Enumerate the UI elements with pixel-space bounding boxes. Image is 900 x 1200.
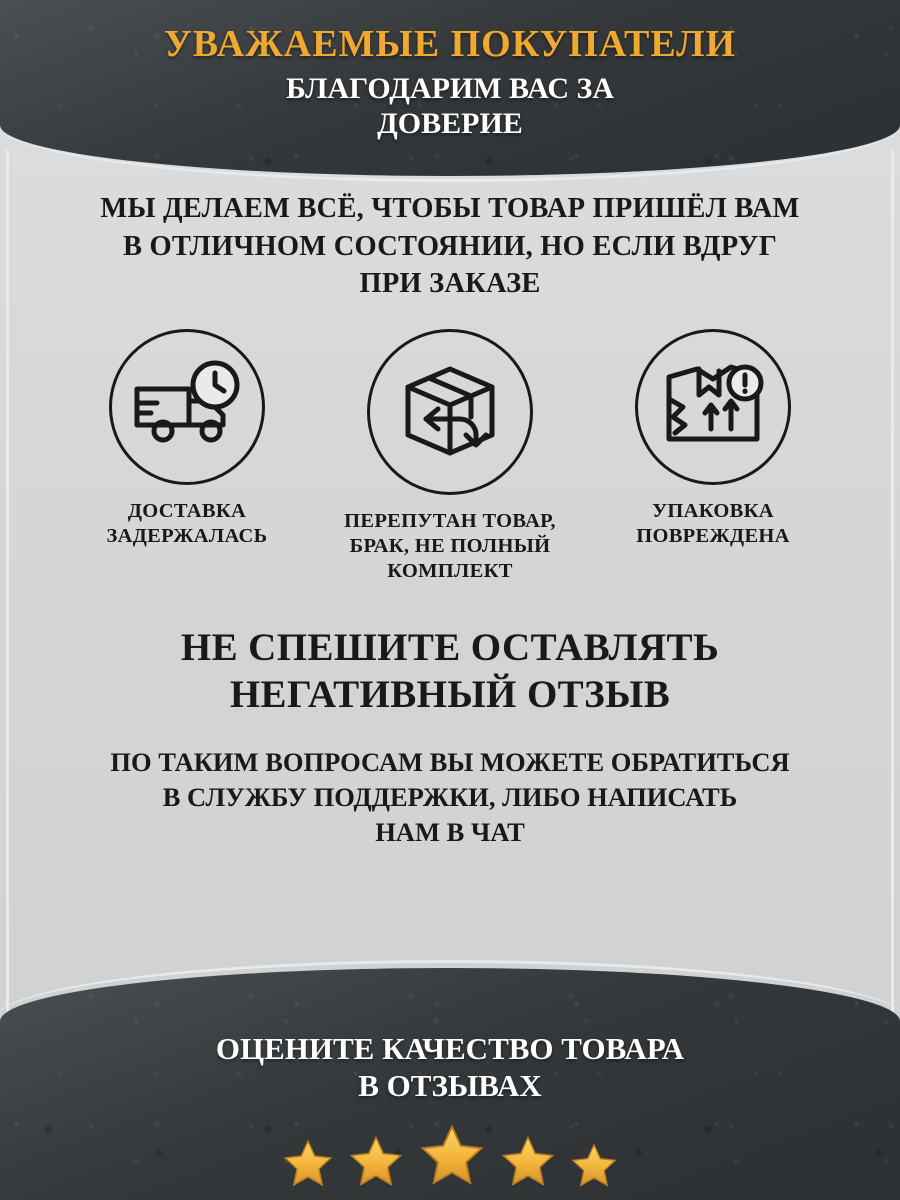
footer-line-2: В ОТЗЫВАХ: [358, 1067, 542, 1103]
headline-text: [0, 624, 900, 719]
footer: [0, 1030, 900, 1200]
star-icon-3[interactable]: [415, 1120, 489, 1192]
main-content: [0, 190, 900, 850]
issue-item-damaged-package: [588, 329, 838, 549]
caption-line-1: УПАКОВКА: [652, 499, 774, 522]
header: [0, 0, 900, 142]
headline-line-2: НЕГАТИВНЫЙ ОТЗЫВ: [229, 673, 671, 717]
star-icon-5[interactable]: [567, 1140, 621, 1192]
intro-text: [0, 190, 900, 303]
caption-line-2: ПОВРЕЖДЕНА: [636, 524, 790, 547]
header-subtitle-line-2: ДОВЕРИЕ: [377, 106, 523, 140]
star-icon-2[interactable]: [345, 1132, 407, 1192]
caption-line-1: ДОСТАВКА: [127, 499, 247, 522]
page-title: УВАЖАЕМЫЕ ПОКУПАТЕЛИ: [163, 23, 737, 65]
box-return-arrow-icon: [367, 329, 533, 495]
intro-line-2: В ОТЛИЧНОМ СОСТОЯНИИ, НО ЕСЛИ ВДРУГ: [122, 230, 778, 262]
issue-item-wrong-item: [325, 329, 575, 584]
header-subtitle: [0, 72, 900, 142]
issue-icon-row: [0, 329, 900, 584]
star-icon-1[interactable]: [279, 1136, 337, 1192]
header-subtitle-line-1: БЛАГОДАРИМ ВАС ЗА: [285, 72, 615, 105]
caption-line-2: ЗАДЕРЖАЛАСЬ: [106, 524, 268, 547]
headline-line-1: НЕ СПЕШИТЕ ОСТАВЛЯТЬ: [180, 625, 720, 669]
delivery-truck-clock-icon: [109, 329, 265, 485]
note-line-3: НАМ В ЧАТ: [375, 816, 525, 847]
issue-caption-wrong-item: [344, 509, 556, 584]
support-note: [0, 745, 900, 850]
rating-stars[interactable]: [0, 1120, 900, 1200]
caption-line-2: БРАК, НЕ ПОЛНЫЙ: [349, 534, 551, 557]
issue-caption-damaged-package: [636, 499, 790, 549]
note-line-2: В СЛУЖБУ ПОДДЕРЖКИ, ЛИБО НАПИСАТЬ: [162, 781, 738, 812]
damaged-package-warning-icon: [635, 329, 791, 485]
caption-line-1: ПЕРЕПУТАН ТОВАР,: [344, 509, 556, 532]
issue-item-delivery-delayed: [62, 329, 312, 549]
intro-line-1: МЫ ДЕЛАЕМ ВСЁ, ЧТОБЫ ТОВАР ПРИШЁЛ ВАМ: [100, 193, 800, 224]
note-line-1: ПО ТАКИМ ВОПРОСАМ ВЫ МОЖЕТЕ ОБРАТИТЬСЯ: [110, 746, 790, 777]
footer-call-to-action: [0, 1030, 900, 1120]
star-icon-4[interactable]: [497, 1132, 559, 1192]
intro-line-3: ПРИ ЗАКАЗЕ: [359, 268, 541, 300]
footer-line-1: ОЦЕНИТЕ КАЧЕСТВО ТОВАРА: [215, 1030, 685, 1066]
caption-line-3: КОМПЛЕКТ: [387, 559, 513, 582]
issue-caption-delivery-delayed: [107, 499, 268, 549]
